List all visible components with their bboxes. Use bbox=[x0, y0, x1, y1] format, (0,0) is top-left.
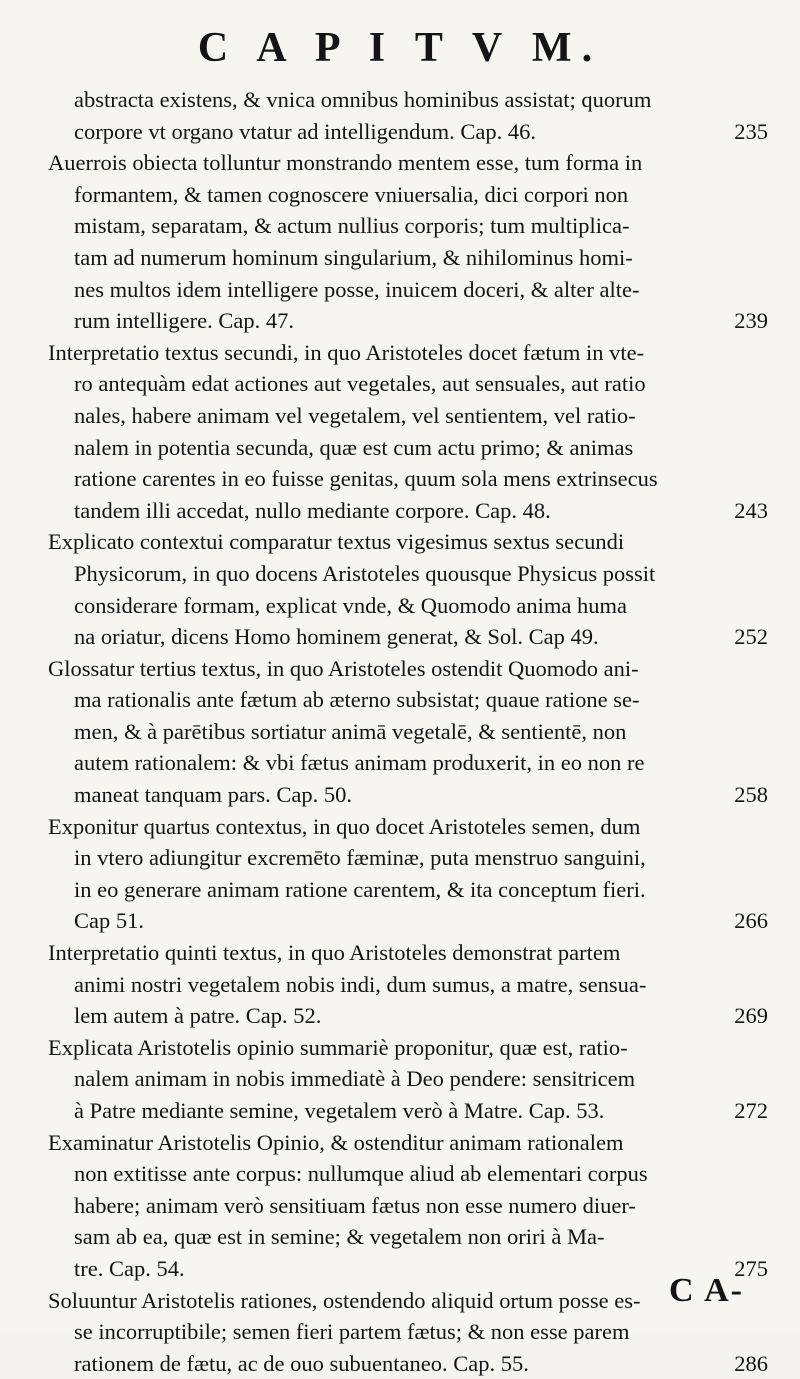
entry-line-text: considerare formam, explicat vnde, & Quomodo anima huma bbox=[74, 592, 627, 618]
entry-line-text: autem rationalem: & vbi fætus animam produxerit, in eo non re bbox=[74, 750, 645, 776]
entry-line bbox=[48, 242, 768, 274]
entry-line bbox=[48, 558, 768, 590]
entry-line bbox=[48, 905, 768, 937]
entry-line bbox=[48, 1190, 768, 1222]
entry-line bbox=[48, 210, 768, 242]
entry-line-text: tam ad numerum hominum singularium, & nihilominus homi- bbox=[74, 244, 633, 270]
entry-line-text: non extitisse ante corpus: nullumque aliud ab elementari corpus bbox=[74, 1161, 648, 1187]
entry-line bbox=[48, 368, 768, 400]
entry-line-text: animi nostri vegetalem nobis indi, dum sumus, a matre, sensua- bbox=[74, 971, 647, 997]
entry-line-text: Examinatur Aristotelis Opinio, & ostenditur animam rationalem bbox=[48, 1129, 624, 1155]
entry-line bbox=[48, 969, 768, 1001]
page-number: 239 bbox=[734, 308, 768, 334]
entry-line-text: habere; animam verò sensitiuam fætus non esse numero diuer- bbox=[74, 1192, 636, 1218]
page-number: 286 bbox=[734, 1350, 768, 1376]
entry-line bbox=[48, 1158, 768, 1190]
page-number: 275 bbox=[734, 1255, 768, 1281]
entry-line-text: nalem in potentia secunda, quæ est cum actu primo; & animas bbox=[74, 434, 634, 460]
entry-line bbox=[48, 400, 768, 432]
entry-line-text: Physicorum, in quo docens Aristoteles quousque Physicus possit bbox=[74, 560, 656, 586]
index-entry bbox=[48, 1285, 768, 1379]
entry-line-text: Explicata Aristotelis opinio summariè proponitur, quæ est, ratio- bbox=[48, 1034, 628, 1060]
index-entry bbox=[48, 1032, 768, 1127]
entry-line-text: nes multos idem intelligere posse, inuicem doceri, & alter alte- bbox=[74, 276, 640, 302]
entry-line bbox=[48, 811, 768, 843]
entry-line-text: Exponitur quartus contextus, in quo docet Aristoteles semen, dum bbox=[48, 813, 641, 839]
entry-line bbox=[48, 463, 768, 495]
index-entry bbox=[48, 653, 768, 811]
entry-line-text: Interpretatio textus secundi, in quo Aristoteles docet fætum in vte- bbox=[48, 339, 645, 365]
entry-line bbox=[48, 432, 768, 464]
entry-line-text: in vtero adiungitur excremēto fæminæ, puta menstruo sanguini, bbox=[74, 845, 646, 871]
entry-line-text: corpore vt organo vtatur ad intelligendum. Cap. 46. bbox=[74, 118, 536, 144]
entry-line bbox=[48, 337, 768, 369]
entry-line bbox=[48, 842, 768, 874]
entry-line bbox=[48, 147, 768, 179]
entry-line bbox=[48, 747, 768, 779]
entry-line-text: formantem, & tamen cognoscere vniuersalia, dici corpori non bbox=[74, 181, 629, 207]
entry-line-text: Interpretatio quinti textus, in quo Aristoteles demonstrat partem bbox=[48, 940, 621, 966]
catchword: C A- bbox=[668, 1272, 744, 1309]
entry-line bbox=[48, 1000, 768, 1032]
entry-line-text: men, & à parētibus sortiatur animā vegetalē, & sentientē, non bbox=[74, 718, 627, 744]
index-entry bbox=[48, 1127, 768, 1285]
page-number: 235 bbox=[734, 118, 768, 144]
entry-line-text: Auerrois obiecta tolluntur monstrando mentem esse, tum forma in bbox=[48, 150, 643, 176]
index-entry bbox=[48, 526, 768, 652]
entry-line-text: mistam, separatam, & actum nullius corporis; tum multiplica- bbox=[74, 213, 630, 239]
entry-line bbox=[48, 1285, 768, 1317]
index-entry bbox=[48, 147, 768, 337]
entry-line bbox=[48, 1095, 768, 1127]
entry-line bbox=[48, 495, 768, 527]
page-number: 269 bbox=[734, 1003, 768, 1029]
entry-line-text: nales, habere animam vel vegetalem, vel sentientem, vel ratio- bbox=[74, 402, 636, 428]
entry-line bbox=[48, 874, 768, 906]
entry-line bbox=[48, 179, 768, 211]
entry-line-text: ratione carentes in eo fuisse genitas, quum sola mens extrinsecus bbox=[74, 466, 658, 492]
index-entry bbox=[48, 811, 768, 937]
entry-line-text: Explicato contextui comparatur textus vigesimus sextus secundi bbox=[48, 529, 625, 555]
entry-line-text: ro antequàm edat actiones aut vegetales, aut sensuales, aut ratio bbox=[74, 371, 646, 397]
page-number: 272 bbox=[734, 1098, 768, 1123]
entry-line-text: in eo generare animam ratione carentem, & ita conceptum fieri. bbox=[74, 876, 646, 902]
page-number: 266 bbox=[734, 908, 768, 934]
entry-line bbox=[48, 1063, 768, 1095]
entry-line-text: Glossatur tertius textus, in quo Aristoteles ostendit Quomodo ani- bbox=[48, 655, 639, 681]
entry-line bbox=[48, 653, 768, 685]
entry-line bbox=[48, 684, 768, 716]
page-header: C A P I T V M. bbox=[197, 25, 603, 71]
entry-line-text: sam ab ea, quæ est in semine; & vegetalem non oriri à Ma- bbox=[74, 1224, 605, 1250]
entry-line-text: rationem de fætu, ac de ouo subuentaneo. Cap. 55. bbox=[74, 1350, 529, 1376]
entry-line bbox=[48, 526, 768, 558]
entry-line-text: na oriatur, dicens Homo hominem generat, & Sol. Cap 49. bbox=[74, 624, 599, 650]
entry-line-text: rum intelligere. Cap. 47. bbox=[74, 308, 294, 334]
entry-line bbox=[48, 590, 768, 622]
entry-line-text: tre. Cap. 54. bbox=[74, 1255, 185, 1281]
entry-line-text: à Patre mediante semine, vegetalem verò à Matre. Cap. 53. bbox=[74, 1098, 605, 1123]
entry-line-text: ma rationalis ante fætum ab æterno subsistat; quaue ratione se- bbox=[74, 687, 640, 713]
index-entry bbox=[48, 937, 768, 1032]
entry-line bbox=[48, 305, 768, 337]
entry-line bbox=[48, 716, 768, 748]
entry-line-text: maneat tanquam pars. Cap. 50. bbox=[74, 782, 353, 808]
entry-line bbox=[48, 779, 768, 811]
entry-line-text: Soluuntur Aristotelis rationes, ostendendo aliquid ortum posse es- bbox=[48, 1287, 641, 1313]
entry-line-text: lem autem à patre. Cap. 52. bbox=[74, 1003, 322, 1029]
entry-line bbox=[48, 1316, 768, 1348]
index-entry bbox=[48, 84, 768, 147]
entry-line bbox=[48, 621, 768, 653]
entry-line-text: nalem animam in nobis immediatè à Deo pendere: sensitricem bbox=[74, 1066, 636, 1092]
entry-line-text: tandem illi accedat, nullo mediante corpore. Cap. 48. bbox=[74, 497, 551, 523]
entry-line bbox=[48, 1127, 768, 1159]
entry-line bbox=[48, 1253, 768, 1285]
entry-line bbox=[48, 937, 768, 969]
page-number: 258 bbox=[734, 782, 768, 808]
entry-line-text: Cap 51. bbox=[74, 908, 144, 934]
entry-line-text: se incorruptibile; semen fieri partem fætus; & non esse parem bbox=[74, 1319, 630, 1345]
entry-line bbox=[48, 1348, 768, 1379]
entry-line bbox=[48, 274, 768, 306]
index-entries bbox=[48, 84, 768, 1379]
entry-line bbox=[48, 84, 768, 116]
entry-line bbox=[48, 1032, 768, 1064]
page-number: 252 bbox=[734, 624, 768, 650]
entry-line-text: abstracta existens, & vnica omnibus hominibus assistat; quorum bbox=[74, 87, 652, 112]
entry-line bbox=[48, 1221, 768, 1253]
index-entry bbox=[48, 337, 768, 527]
page-number: 243 bbox=[734, 497, 768, 523]
entry-line bbox=[48, 116, 768, 148]
